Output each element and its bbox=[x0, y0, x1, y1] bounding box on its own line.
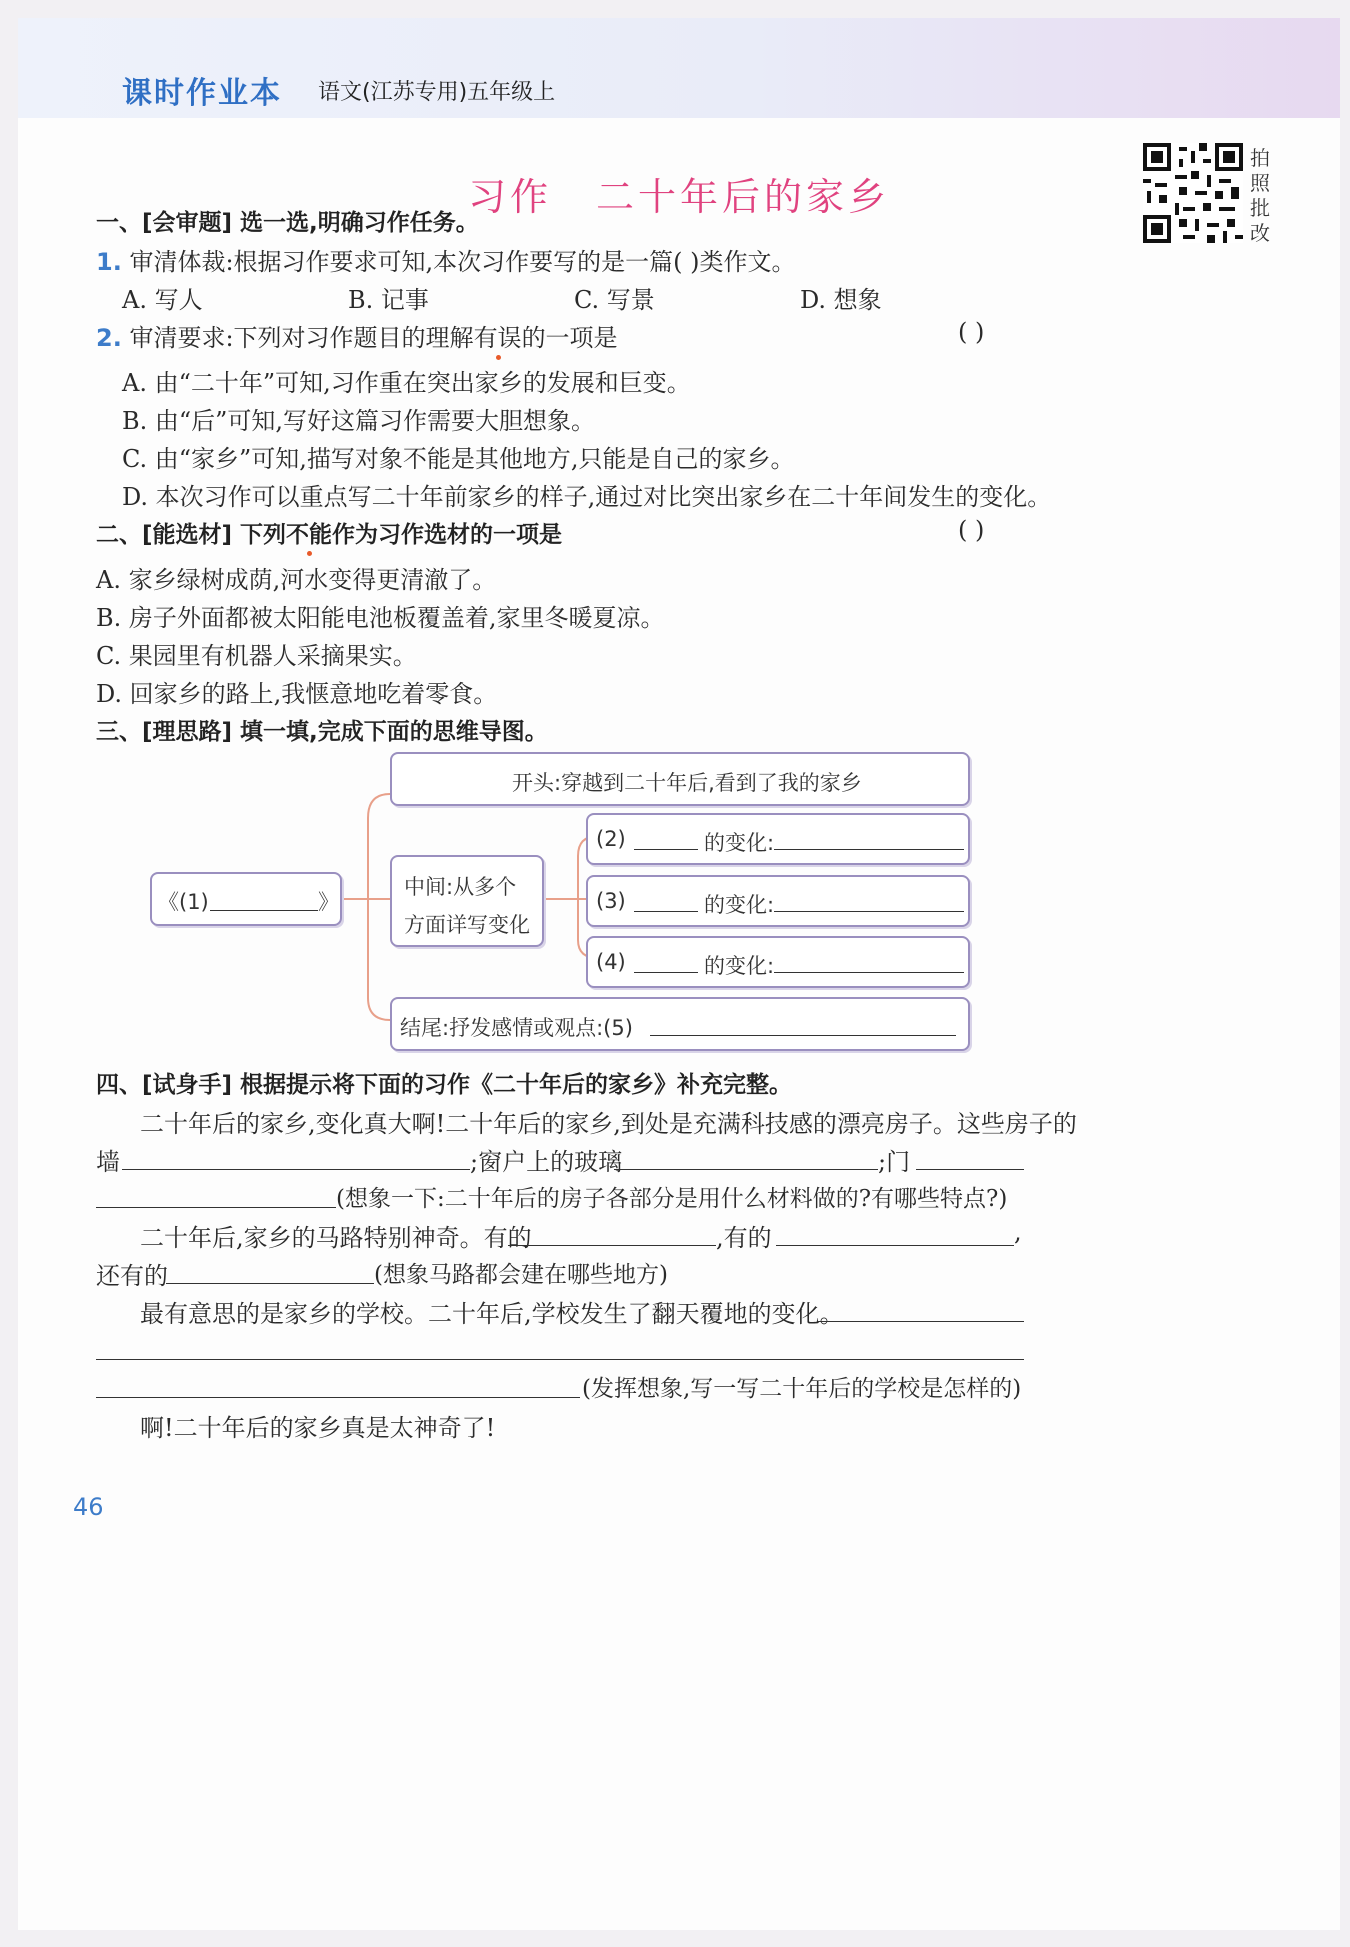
s2-option-d[interactable]: D. 回家乡的路上,我惬意地吃着零食。 bbox=[96, 680, 498, 708]
branch4-change: 的变化: bbox=[704, 954, 775, 978]
mindmap-branch3-box bbox=[586, 875, 970, 927]
mindmap-root-box bbox=[150, 872, 342, 926]
blank-school-3[interactable] bbox=[96, 1397, 580, 1398]
q2-text-c: 的一项是 bbox=[521, 324, 618, 352]
branch3-change: 的变化: bbox=[704, 893, 775, 917]
q2-number: 2. bbox=[96, 324, 122, 352]
section2-heading-a: 二、[能选材] 下列 bbox=[96, 522, 287, 548]
q1-line bbox=[96, 242, 796, 277]
q1-option-b[interactable]: B. 记事 bbox=[348, 286, 429, 314]
branch3-label: (3) bbox=[596, 889, 626, 913]
q1-text: 审清体裁:根据习作要求可知,本次习作要写的是一篇( )类作文。 bbox=[129, 248, 796, 276]
s4-p2-comma: , bbox=[1014, 1218, 1022, 1246]
section2-heading-c: 作为习作选材的一项是 bbox=[332, 522, 563, 548]
blank-wall[interactable] bbox=[122, 1169, 470, 1170]
branch2-change: 的变化: bbox=[704, 831, 775, 855]
blank-door-2[interactable] bbox=[96, 1207, 336, 1208]
blank-road-1[interactable] bbox=[508, 1245, 716, 1246]
blank-school-1[interactable] bbox=[818, 1321, 1024, 1322]
q2-option-c[interactable]: C. 由“家乡”可知,描写对象不能是其他地方,只能是自己的家乡。 bbox=[122, 445, 795, 473]
s4-p1-hint: (想象一下:二十年后的房子各部分是用什么材料做的?有哪些特点?) bbox=[336, 1186, 1008, 1212]
s4-p2-c: 还有的 bbox=[96, 1262, 168, 1290]
mindmap-branch2-box bbox=[586, 813, 970, 865]
s4-p4: 啊!二十年后的家乡真是太神奇了! bbox=[140, 1414, 496, 1442]
s2-option-b[interactable]: B. 房子外面都被太阳能电池板覆盖着,家里冬暖夏凉。 bbox=[96, 604, 665, 632]
section1-heading: 一、[会审题] 选一选,明确习作任务。 bbox=[96, 210, 479, 236]
s4-p2: 二十年后,家乡的马路特别神奇。有的 bbox=[140, 1224, 532, 1252]
blank-2b[interactable] bbox=[774, 849, 964, 850]
q2-option-d[interactable]: D. 本次习作可以重点写二十年前家乡的样子,通过对比突出家乡在二十年间发生的变化。 bbox=[122, 483, 1052, 511]
blank-1[interactable] bbox=[210, 910, 318, 911]
mindmap-start-box bbox=[390, 752, 970, 806]
q2-text-a: 审清要求:下列对习作题目的理解 bbox=[129, 324, 474, 352]
mindmap-middle-line1: 中间:从多个 bbox=[404, 875, 517, 899]
q1-option-c[interactable]: C. 写景 bbox=[574, 286, 655, 314]
q2-text-emphasis: 有误 bbox=[473, 324, 522, 352]
branch4-label: (4) bbox=[596, 950, 626, 974]
title-part2: 二十年后的家乡 bbox=[596, 175, 891, 219]
q2-answer-paren[interactable]: ( ) bbox=[958, 318, 985, 346]
s2-option-a[interactable]: A. 家乡绿树成荫,河水变得更清澈了。 bbox=[96, 566, 497, 594]
blank-4a[interactable] bbox=[634, 972, 698, 973]
s4-p1: 二十年后的家乡,变化真大啊!二十年后的家乡,到处是充满科技感的漂亮房子。这些房子的 bbox=[140, 1110, 1077, 1138]
q2-option-a[interactable]: A. 由“二十年”可知,习作重在突出家乡的发展和巨变。 bbox=[122, 369, 691, 397]
blank-5[interactable] bbox=[650, 1035, 956, 1036]
workbook-page bbox=[18, 18, 1340, 1930]
blank-2a[interactable] bbox=[634, 849, 698, 850]
blank-road-2[interactable] bbox=[776, 1245, 1014, 1246]
branch2-label: (2) bbox=[596, 827, 626, 851]
mindmap-end-text: 结尾:抒发感情或观点:(5) bbox=[400, 1016, 633, 1040]
q2-line bbox=[96, 318, 618, 353]
page-number: 46 bbox=[73, 1493, 104, 1521]
s4-p1-glass: ;窗户上的玻璃 bbox=[470, 1148, 623, 1176]
blank-3a[interactable] bbox=[634, 911, 698, 912]
mindmap-end-box bbox=[390, 997, 970, 1051]
section2-answer-paren[interactable]: ( ) bbox=[958, 516, 985, 544]
blank-4b[interactable] bbox=[774, 972, 964, 973]
q1-option-d[interactable]: D. 想象 bbox=[800, 286, 882, 314]
mindmap-branch4-box bbox=[586, 936, 970, 988]
s4-p3: 最有意思的是家乡的学校。二十年后,学校发生了翻天覆地的变化。 bbox=[140, 1300, 844, 1328]
mindmap-middle-box bbox=[390, 855, 544, 947]
mindmap-root-end: 》 bbox=[318, 890, 339, 914]
blank-glass[interactable] bbox=[614, 1169, 878, 1170]
subject-label: 语文(江苏专用)五年级上 bbox=[318, 80, 556, 105]
qr-code-icon[interactable] bbox=[1143, 143, 1243, 243]
s4-p2-b: ,有的 bbox=[716, 1224, 772, 1252]
s4-p2-hint: (想象马路都会建在哪些地方) bbox=[374, 1262, 668, 1288]
q1-number: 1. bbox=[96, 248, 122, 276]
blank-3b[interactable] bbox=[774, 911, 964, 912]
q2-option-b[interactable]: B. 由“后”可知,写好这篇习作需要大胆想象。 bbox=[122, 407, 596, 435]
s4-p1-wall: 墙 bbox=[96, 1148, 120, 1176]
section2-heading-emphasis: 不能 bbox=[286, 522, 333, 548]
blank-door-1[interactable] bbox=[916, 1169, 1024, 1170]
qr-label: 拍照批改 bbox=[1250, 146, 1270, 245]
blank-road-3[interactable] bbox=[166, 1283, 374, 1284]
section2-heading bbox=[96, 516, 562, 549]
title-part1: 习作 bbox=[467, 175, 552, 219]
brand-title: 课时作业本 bbox=[122, 76, 282, 111]
s4-p1-door: ;门 bbox=[878, 1148, 911, 1176]
q1-option-a[interactable]: A. 写人 bbox=[122, 286, 203, 314]
section4-heading: 四、[试身手] 根据提示将下面的习作《二十年后的家乡》补充完整。 bbox=[96, 1072, 793, 1098]
s2-option-c[interactable]: C. 果园里有机器人采摘果实。 bbox=[96, 642, 417, 670]
blank-school-2[interactable] bbox=[96, 1359, 1024, 1360]
mindmap-root-label: 《(1) bbox=[158, 890, 209, 914]
mindmap-start-text: 开头:穿越到二十年后,看到了我的家乡 bbox=[512, 771, 862, 795]
s4-p3-hint: (发挥想象,写一写二十年后的学校是怎样的) bbox=[582, 1376, 1022, 1402]
mindmap-middle-line2: 方面详写变化 bbox=[404, 913, 530, 937]
section3-heading: 三、[理思路] 填一填,完成下面的思维导图。 bbox=[96, 719, 548, 745]
